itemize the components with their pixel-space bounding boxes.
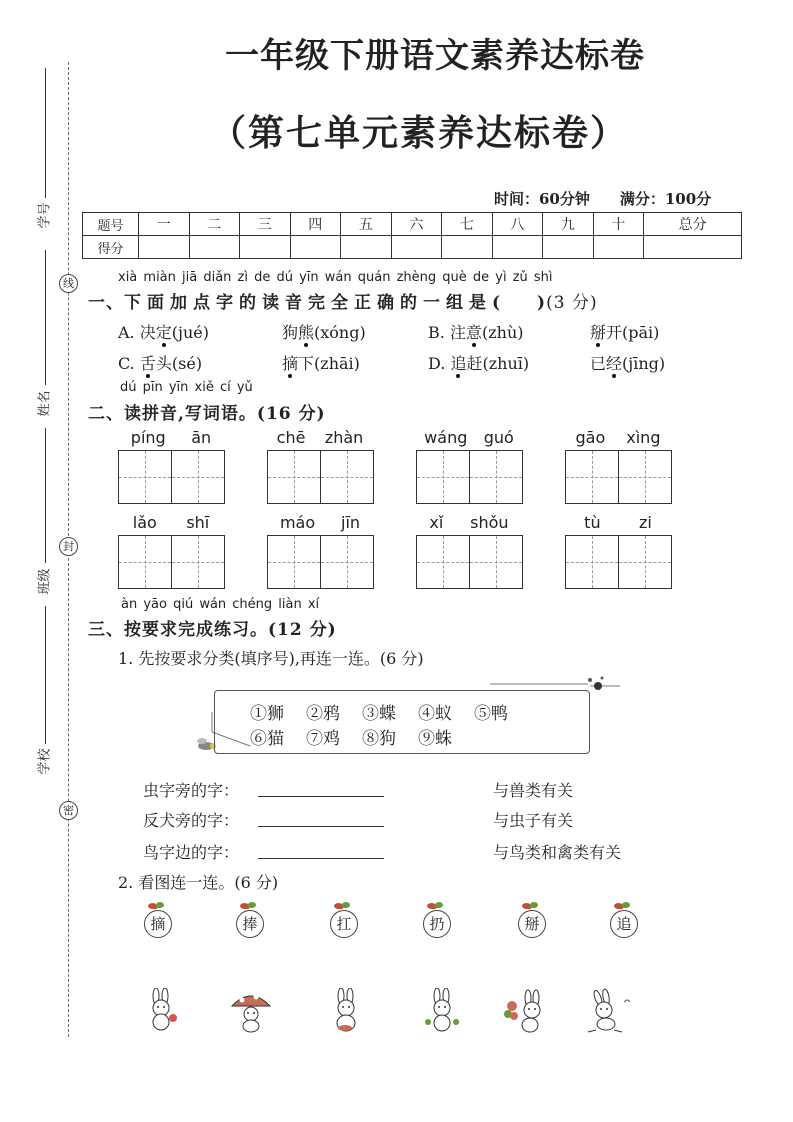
q1-number: 一、 [88,293,124,313]
pinyin-syllable: gāo [575,428,606,447]
pinyin-syllable: xǐ [429,513,444,532]
tian-cell[interactable] [118,450,172,504]
tian-grid[interactable] [565,450,671,504]
q1-answer-blank[interactable]: ( ) [492,293,547,313]
score-header-cell: 题号 [83,213,139,236]
page-subtitle: （第七单元素养达标卷） [210,112,629,154]
animal-row-2 [250,724,474,749]
tian-cell[interactable] [118,535,172,589]
score-header-cell: 六 [391,213,442,236]
option-char: 注 [449,323,466,342]
bunny-carrying-icon[interactable] [322,988,368,1034]
option-pinyin: (jīng) [622,354,666,373]
tian-cell[interactable] [171,535,225,589]
word-pinyin [416,428,522,447]
student-number-line[interactable] [45,68,46,198]
option-pinyin: (zhāi) [314,354,360,373]
tian-cell[interactable] [171,450,225,504]
verb-circle[interactable] [423,910,451,938]
score-header-cell: 三 [240,213,291,236]
bird-radical-answer-line[interactable] [258,858,384,859]
option-pinyin: (xóng) [314,323,366,342]
school-label: 学校 [37,748,53,775]
tian-cell[interactable] [469,535,523,589]
score-header-cell: 九 [543,213,594,236]
bunny-picking-icon[interactable] [138,988,184,1034]
score-cell[interactable] [240,236,291,259]
animal-item: ①狮 [250,704,284,724]
class-line[interactable] [45,428,46,563]
option-char: 赶 [466,354,483,373]
score-cell[interactable] [189,236,240,259]
tian-cell[interactable] [267,450,321,504]
match-beast-label: 与兽类有关 [493,781,574,800]
option-a-second [282,320,366,343]
pinyin-syllable: shī [186,513,210,532]
seal-char-secret: 密 [59,801,78,820]
verb-circle[interactable] [610,910,638,938]
option-char: 下 [298,354,315,373]
pinyin-syllable: guó [483,428,514,447]
score-cell[interactable] [341,236,392,259]
name-line[interactable] [45,250,46,385]
verb-text: 捧 [242,915,258,933]
dotted-char: 舌 [139,354,156,373]
score-cell[interactable] [492,236,543,259]
score-header-cell: 二 [189,213,240,236]
score-table-header-row [83,213,742,236]
score-cell[interactable] [644,236,742,259]
score-cell[interactable] [391,236,442,259]
pinyin-syllable: chē [276,428,306,447]
option-char: 已 [590,354,607,373]
pinyin-syllable: máo [279,513,316,532]
verb-text: 摘 [150,915,166,933]
option-pinyin: (zhuī) [482,354,530,373]
word-pinyin [416,513,522,532]
seal-char-seal: 封 [59,537,78,556]
pinyin-syllable: zhàn [324,428,364,447]
pinyin-syllable: wáng [424,428,468,447]
score-header-cell: 七 [442,213,493,236]
leaf-icon [530,902,538,908]
tian-cell[interactable] [267,535,321,589]
score-header-cell: 五 [341,213,392,236]
animal-item: ⑦鸡 [306,729,340,749]
tian-grid[interactable] [416,535,522,589]
pinyin-syllable: zi [638,513,652,532]
score-header-cell: 总分 [644,213,742,236]
animal-item: ③蝶 [362,704,396,724]
dotted-char: 定 [155,323,172,342]
pinyin-syllable: shǒu [470,513,509,532]
dotted-char: 意 [465,323,482,342]
name-label: 姓名 [37,390,53,417]
score-cell[interactable] [442,236,493,259]
verb-circle[interactable] [236,910,264,938]
dog-radical-label: 反犬旁的字： [143,811,240,830]
animal-item: ⑥猫 [250,729,284,749]
tian-cell[interactable] [565,535,619,589]
option-a-label: A. [118,323,135,342]
q3-heading: 三、按要求完成练习。(12 分) [88,620,337,640]
pinyin-syllable: lǎo [132,513,157,532]
option-pinyin: (jué) [171,323,209,342]
q2-heading: 二、读拼音,写词语。(16 分) [88,404,326,424]
q2-pinyin: dú pīn yīn xiě cí yǔ [120,380,253,395]
pinyin-syllable: jīn [341,513,361,532]
tian-cell[interactable] [469,450,523,504]
pinyin-syllable: tù [584,513,601,532]
tian-cell[interactable] [618,535,672,589]
word-pinyin [267,428,373,447]
q1-pinyin: xià miàn jiā diǎn zì de dú yīn wán quán zhèng què de yì zǔ shì [118,270,553,285]
q3-sub2: 2. 看图连一连。(6 分) [118,873,279,892]
verb-text: 扔 [429,915,445,933]
dotted-char: 熊 [298,323,315,342]
q1-heading [88,288,598,313]
word-pinyin [565,513,671,532]
tian-cell[interactable] [320,450,374,504]
verb-text: 追 [616,915,632,933]
option-pinyin: (zhù) [481,323,524,342]
tian-cell[interactable] [320,535,374,589]
tian-grid[interactable] [267,450,373,504]
option-d[interactable] [428,351,529,374]
q3-pinyin: àn yāo qiú wán chéng liàn xí [121,597,320,612]
verb-circle[interactable] [518,910,546,938]
leaf-icon [622,902,630,908]
score-cell[interactable] [139,236,190,259]
animal-item: ⑧狗 [362,729,396,749]
tian-grid[interactable] [565,535,671,589]
dotted-char: 经 [606,354,623,373]
bunny-throwing-icon[interactable] [418,988,464,1034]
verb-circle[interactable] [144,910,172,938]
word-pinyin [118,513,224,532]
seal-char-line: 线 [59,274,78,293]
student-number-label: 学号 [37,202,53,229]
option-char: 头 [155,354,172,373]
tian-grid[interactable] [267,535,373,589]
bunny-corn-icon[interactable] [500,988,546,1034]
word-pinyin [118,428,224,447]
tian-cell[interactable] [416,450,470,504]
bunny-mushroom-icon[interactable] [228,988,274,1034]
dotted-char: 掰 [590,323,607,342]
exam-info: 时间：60分钟 满分：100分 [494,190,712,208]
q1-heading-text: 下面加点字的读音完全正确的一组是 [124,293,492,313]
animal-item: ②鸦 [306,704,340,724]
insect-radical-answer-line[interactable] [258,796,384,797]
animal-item: ⑨蛛 [418,729,452,749]
q3-sub1: 1. 先按要求分类(填序号),再连一连。(6 分) [118,649,424,668]
leaf-icon [156,902,164,908]
pinyin-syllable: ān [191,428,212,447]
option-c-label: C. [118,354,135,373]
insect-radical-label: 虫字旁的字： [143,781,240,800]
dotted-char: 追 [450,354,467,373]
score-table [82,212,742,259]
option-a[interactable] [118,320,209,343]
score-cell[interactable] [593,236,644,259]
pinyin-syllable: xìng [626,428,661,447]
score-header-cell: 四 [290,213,341,236]
option-pinyin: (sé) [171,354,203,373]
word-pinyin [267,513,373,532]
bird-radical-label: 鸟字边的字： [143,843,240,862]
verb-text: 掰 [524,915,540,933]
verb-text: 扛 [336,915,352,933]
option-d-second [590,351,665,374]
score-header-cell: 十 [593,213,644,236]
q1-score: (3 分) [546,293,598,313]
page-title: 一年级下册语文素养达标卷 [225,36,645,76]
animal-item: ⑤鸭 [474,704,508,724]
option-b-label: B. [428,323,445,342]
dotted-char: 摘 [282,354,299,373]
option-b-second [590,320,659,343]
score-header-cell: 八 [492,213,543,236]
match-bird-label: 与鸟类和禽类有关 [493,843,622,862]
option-c-second [282,351,360,374]
tian-cell[interactable] [618,450,672,504]
option-char: 狗 [282,323,299,342]
word-pinyin [565,428,671,447]
option-char: 决 [139,323,156,342]
bunny-running-icon[interactable] [584,988,630,1034]
school-line[interactable] [45,606,46,744]
match-insect-label: 与虫子有关 [493,811,574,830]
score-row-label: 得分 [83,236,139,259]
animal-item: ④蚁 [418,704,452,724]
tian-grid[interactable] [118,450,224,504]
option-char: 开 [606,323,623,342]
leaf-icon [342,902,350,908]
tian-cell[interactable] [416,535,470,589]
score-table-score-row [83,236,742,259]
option-pinyin: (pāi) [622,323,660,342]
tian-grid[interactable] [416,450,522,504]
leaf-icon [248,902,256,908]
dog-radical-answer-line[interactable] [258,826,384,827]
animal-row-1 [250,699,530,724]
score-cell[interactable] [290,236,341,259]
class-label: 班级 [37,568,53,595]
pinyin-syllable: píng [130,428,166,447]
tian-cell[interactable] [565,450,619,504]
score-header-cell: 一 [139,213,190,236]
tian-grid[interactable] [118,535,224,589]
option-b[interactable] [428,320,524,343]
leaf-icon [435,902,443,908]
option-d-label: D. [428,354,446,373]
verb-circle[interactable] [330,910,358,938]
option-c[interactable] [118,351,202,374]
score-cell[interactable] [543,236,594,259]
